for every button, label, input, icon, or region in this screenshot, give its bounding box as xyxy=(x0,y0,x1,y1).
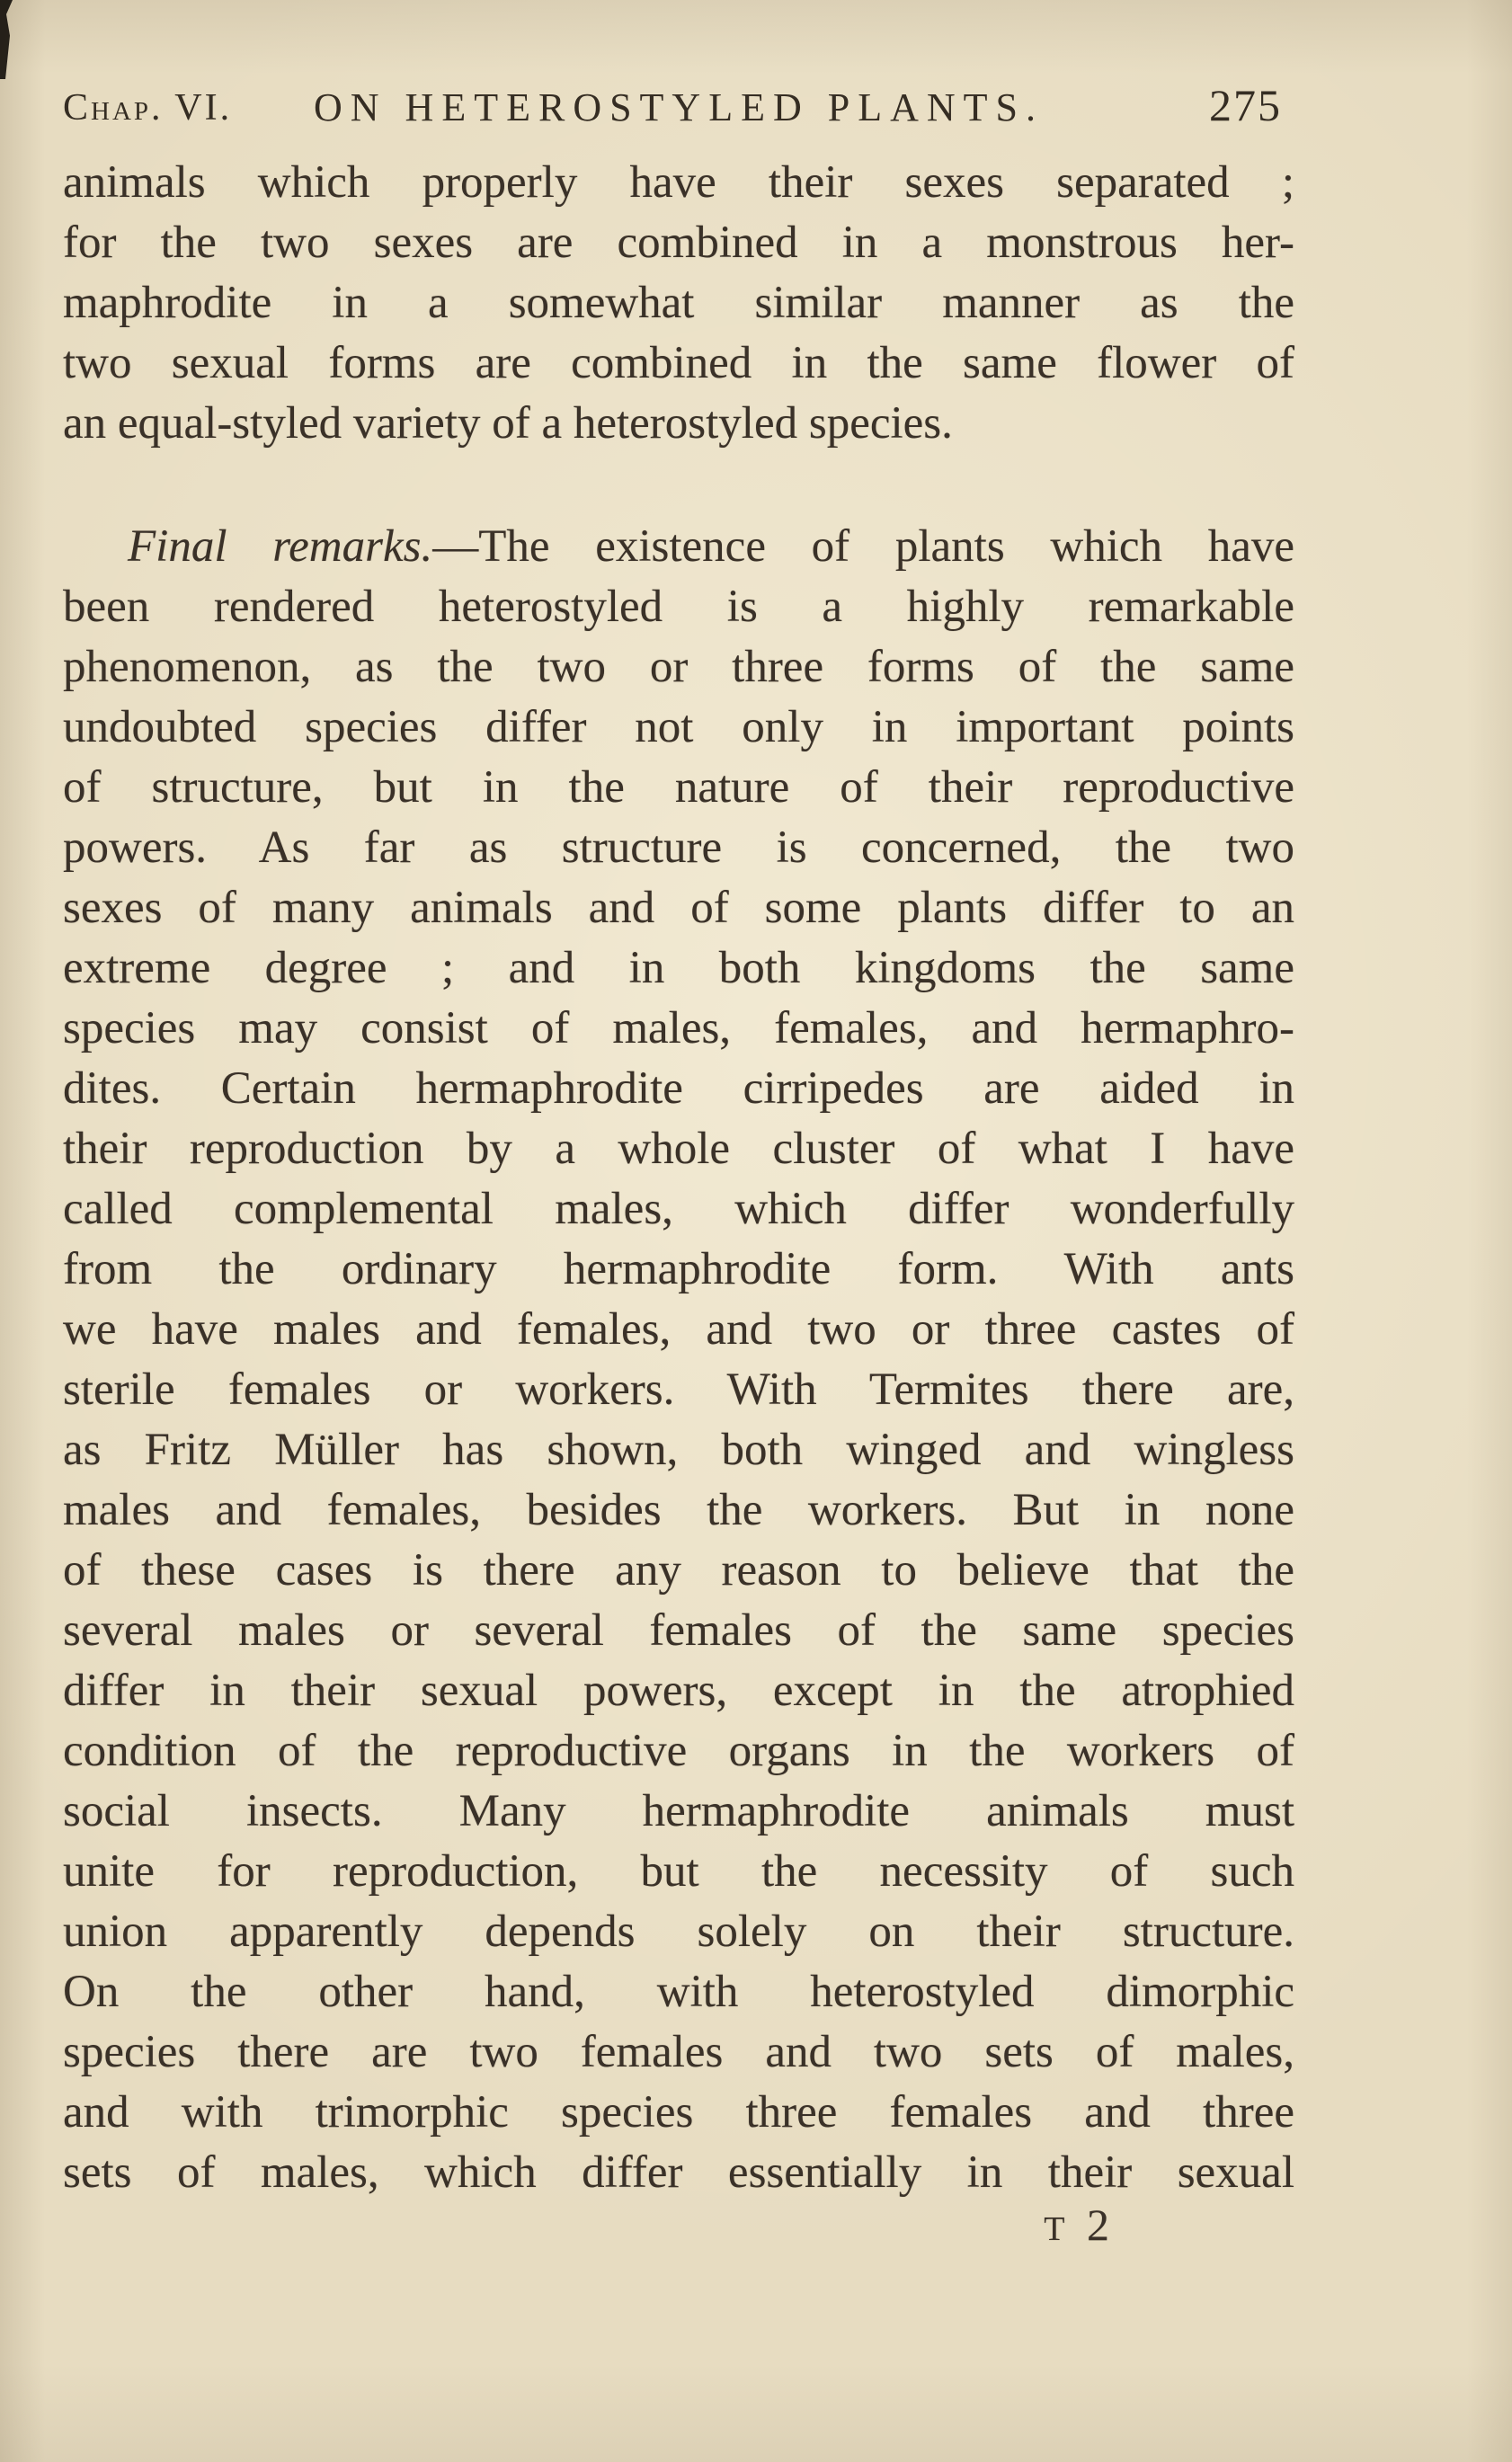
text-line: sets of males, which differ essentially in their sexual xyxy=(63,2147,1294,2198)
text-line: sterile females or workers. With Termites there are, xyxy=(63,1364,1294,1415)
text-line: social insects. Many hermaphrodite animals must xyxy=(63,1786,1294,1836)
text-line: we have males and females, and two or three castes of xyxy=(63,1304,1294,1355)
text-line: species there are two females and two sets of males, xyxy=(63,2027,1294,2077)
text-line: phenomenon, as the two or three forms of the same xyxy=(63,642,1294,692)
text-line: unite for reproduction, but the necessity of such xyxy=(63,1846,1294,1897)
text-line: sexes of many animals and of some plants differ to an xyxy=(63,883,1294,933)
text-line: called complemental males, which differ wonderfully xyxy=(63,1184,1294,1234)
text-line: extreme degree ; and in both kingdoms the same xyxy=(63,943,1294,993)
page-number: 275 xyxy=(1209,80,1282,130)
text-line: their reproduction by a whole cluster of what I have xyxy=(63,1124,1294,1174)
italic-lead: Final remarks. xyxy=(128,521,433,572)
text-line: Final remarks.—The existence of plants which have xyxy=(128,521,1295,572)
text-line: for the two sexes are combined in a monstrous her- xyxy=(63,218,1294,268)
scan-edge-artifact xyxy=(0,0,18,79)
running-title: ON HETEROSTYLED PLANTS. xyxy=(314,85,1044,129)
text-line: and with trimorphic species three females and three xyxy=(63,2087,1294,2138)
text-line: undoubted species differ not only in important points xyxy=(63,702,1294,752)
page-header xyxy=(63,79,1294,133)
text-line: On the other hand, with heterostyled dimorphic xyxy=(63,1967,1294,2017)
text-line: an equal-styled variety of a heterostyled species. xyxy=(63,398,953,449)
text-line: several males or several females of the same species xyxy=(63,1605,1294,1656)
text-line: been rendered heterostyled is a highly remarkable xyxy=(63,582,1294,632)
text-line: maphrodite in a somewhat similar manner as the xyxy=(63,278,1294,328)
text-line: males and females, besides the workers. But in none xyxy=(63,1485,1294,1535)
printer-signature: T 2 xyxy=(1044,2200,1115,2250)
text-line: as Fritz Müller has shown, both winged and wingless xyxy=(63,1425,1294,1475)
text-line: differ in their sexual powers, except in the atrophied xyxy=(63,1666,1294,1716)
paragraph xyxy=(63,153,1294,454)
text-line: animals which properly have their sexes separated ; xyxy=(63,157,1294,208)
chapter-label: Chap. VI. xyxy=(63,87,233,129)
text-line: from the ordinary hermaphrodite form. With ants xyxy=(63,1244,1294,1294)
text-line: species may consist of males, females, and hermaphro- xyxy=(63,1003,1294,1053)
text-line: of structure, but in the nature of their reproductive xyxy=(63,762,1294,813)
text-line: two sexual forms are combined in the same flower of xyxy=(63,338,1294,388)
text-block xyxy=(63,153,1294,2203)
text-line: of these cases is there any reason to believe that the xyxy=(63,1545,1294,1595)
text-line: powers. As far as structure is concerned, the two xyxy=(63,822,1294,873)
text-line: dites. Certain hermaphrodite cirripedes are aided in xyxy=(63,1063,1294,1114)
paragraph xyxy=(63,517,1294,2203)
text-line: condition of the reproductive organs in the workers of xyxy=(63,1726,1294,1776)
text-line: union apparently depends solely on their structure. xyxy=(63,1906,1294,1957)
